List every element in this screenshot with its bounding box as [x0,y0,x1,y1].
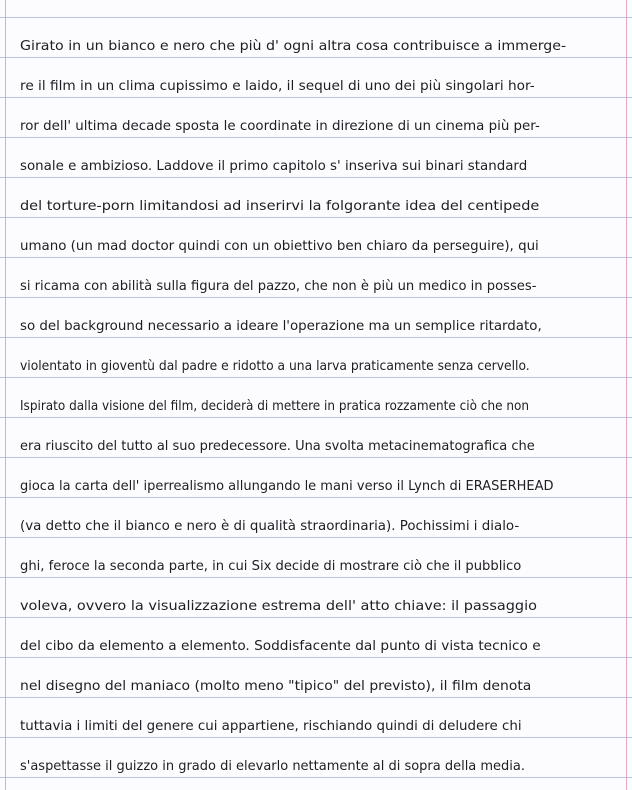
handwritten-line-12: gioca la carta dell' iperrealismo allungando le mani verso il Lynch di ERASERHEAD [20,479,554,494]
left-margin-line [5,0,6,790]
handwritten-line-16: del cibo da elemento a elemento. Soddisfacente dal punto di vista tecnico e [20,639,541,654]
handwritten-line-9: violentato in gioventù dal padre e ridotto a una larva praticamente senza cervello. [20,359,530,374]
handwritten-line-1: Girato in un bianco e nero che più d' ogni altra cosa contribuisce a immerge- [20,39,567,54]
ruled-line [0,17,632,18]
handwritten-line-10: Ispirato dalla visione del film, deciderà di mettere in pratica rozzamente ciò che non [20,399,529,414]
handwritten-line-19: s'aspettasse il guizzo in grado di elevarlo nettamente al di sopra della media. [20,759,525,774]
handwritten-line-3: ror dell' ultima decade sposta le coordinate in direzione di un cinema più per- [20,119,540,134]
handwritten-line-8: so del background necessario a ideare l'operazione ma un semplice ritardato, [20,319,542,334]
handwritten-line-7: si ricama con abilità sulla figura del pazzo, che non è più un medico in posses- [20,279,537,294]
handwritten-line-11: era riuscito del tutto al suo predecessore. Una svolta metacinematografica che [20,439,535,454]
handwritten-line-6: umano (un mad doctor quindi con un obiettivo ben chiaro da perseguire), qui [20,239,539,254]
handwritten-line-17: nel disegno del maniaco (molto meno "tipico" del previsto), il film denota [20,679,532,694]
handwritten-line-13: (va detto che il bianco e nero è di qualità straordinaria). Pochissimi i dialo- [20,519,520,534]
handwritten-line-15: voleva, ovvero la visualizzazione estrema dell' atto chiave: il passaggio [20,599,537,614]
right-margin-line [626,0,627,790]
handwritten-line-4: sonale e ambizioso. Laddove il primo capitolo s' inseriva sui binari standard [20,159,528,174]
handwritten-line-5: del torture-porn limitandosi ad inserirvi la folgorante idea del centipede [20,199,540,214]
handwritten-line-14: ghi, feroce la seconda parte, in cui Six decide di mostrare ciò che il pubblico [20,559,522,574]
handwritten-line-2: re il film in un clima cupissimo e laido, il sequel di uno dei più singolari hor- [20,79,535,94]
handwritten-line-18: tuttavia i limiti del genere cui appartiene, rischiando quindi di deludere chi [20,719,522,734]
